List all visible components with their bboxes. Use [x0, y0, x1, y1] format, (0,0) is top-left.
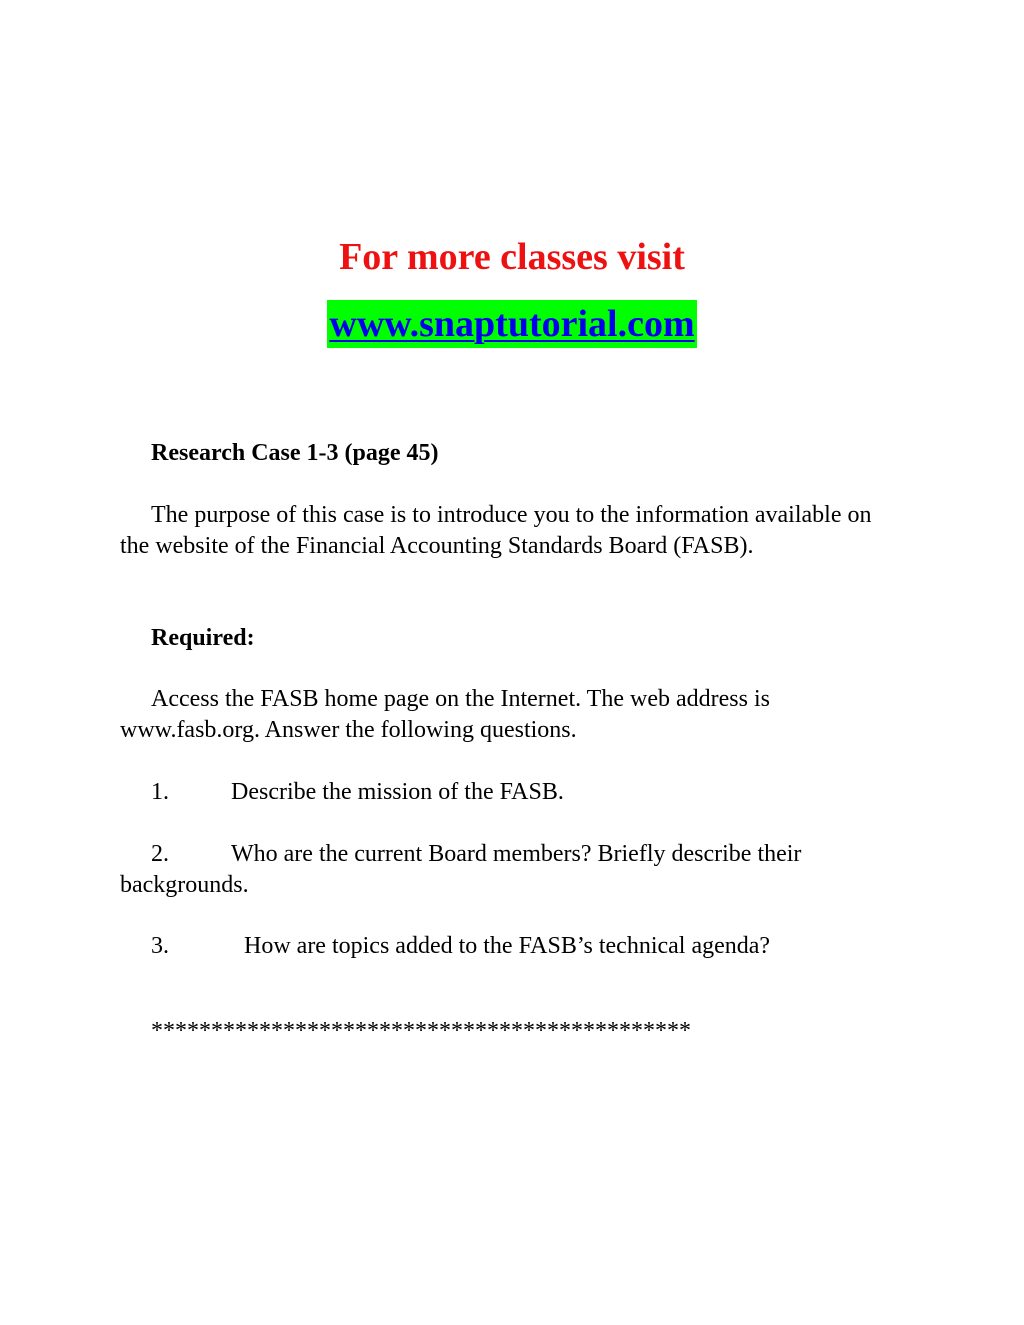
required-label: Required:	[151, 625, 255, 651]
question-number: 2.	[151, 841, 169, 867]
snaptutorial-link[interactable]: www.snaptutorial.com	[327, 300, 696, 348]
question-number: 3.	[151, 933, 169, 959]
question-text: How are topics added to the FASB’s technical agenda?	[244, 933, 771, 959]
question-item	[120, 931, 880, 962]
question-text: Describe the mission of the FASB.	[231, 779, 564, 805]
question-item	[120, 777, 880, 808]
question-number: 1.	[151, 779, 169, 805]
question-text: Who are the current Board members? Briefly describe their backgrounds.	[120, 841, 802, 898]
asterisk-separator: *********************************************	[151, 1018, 691, 1044]
case-purpose-paragraph: The purpose of this case is to introduce you to the information available on the website of the Financial Accounting Standards Board (FASB).	[120, 502, 872, 559]
promo-heading: For more classes visit	[339, 236, 685, 278]
promo-link-container	[0, 300, 1024, 348]
case-title: Research Case 1-3 (page 45)	[151, 440, 439, 466]
question-item	[120, 839, 880, 901]
access-instructions-paragraph: Access the FASB home page on the Internet. The web address is www.fasb.org. Answer the following questions.	[120, 686, 770, 743]
